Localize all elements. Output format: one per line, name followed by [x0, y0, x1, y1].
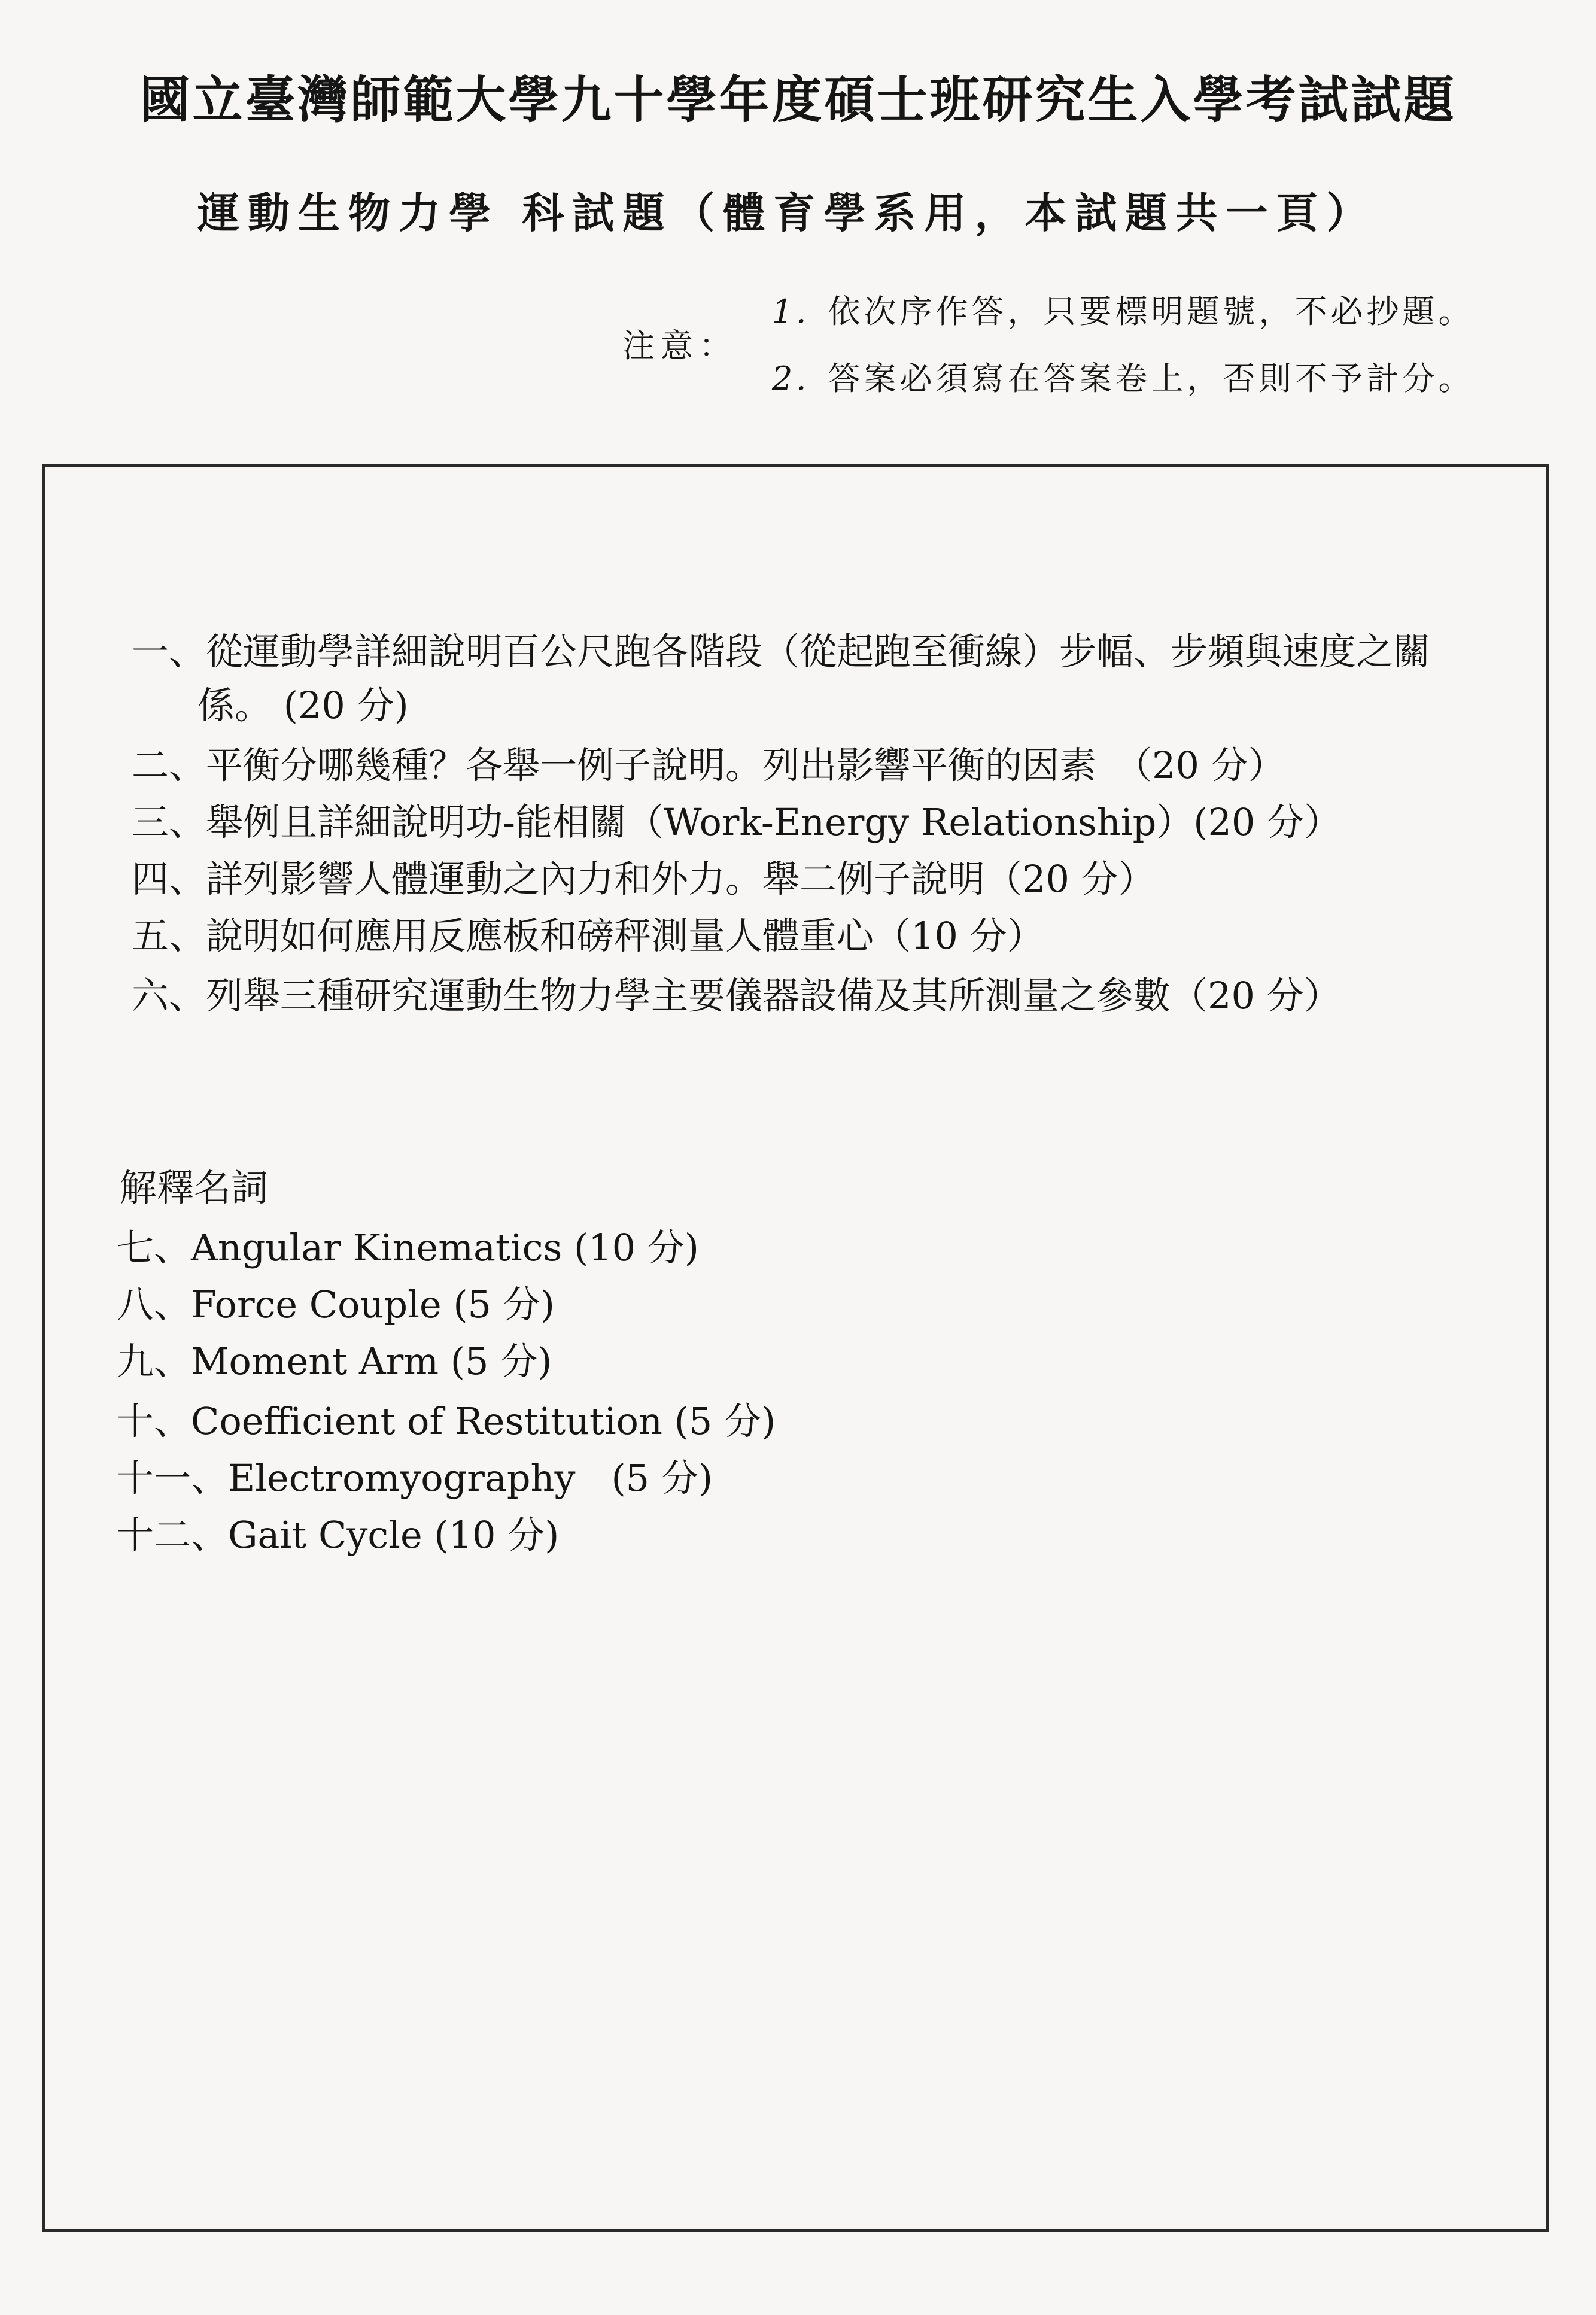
notice-item: [772, 353, 1475, 399]
term-text: Coefficient of Restitution (5 分): [191, 1399, 776, 1443]
subject-line: 運動生物力學 科試題（體育學系用，本試題共一頁）: [197, 188, 1377, 238]
question-3: [132, 799, 1341, 846]
term-label: 十一、: [117, 1456, 229, 1500]
question-5: [132, 913, 1044, 959]
term-item: [117, 1332, 552, 1385]
notice-number: 2.: [772, 360, 810, 397]
question-label: 五、: [132, 914, 206, 958]
question-label: 三、: [132, 800, 206, 844]
question-1-continuation: 係。 (20 分): [197, 683, 409, 727]
question-text: 說明如何應用反應板和磅秤測量人體重心（10 分）: [206, 914, 1044, 958]
term-item: [117, 1392, 776, 1445]
term-label: 八、: [117, 1283, 191, 1326]
terms-heading: 解釋名詞: [120, 1166, 269, 1210]
term-text: Gait Cycle (10 分): [228, 1513, 560, 1557]
notice-item: [772, 286, 1475, 332]
question-label: 一、: [132, 630, 206, 673]
term-text: Electromyography: [228, 1456, 576, 1500]
question-label: 四、: [132, 857, 206, 901]
question-text: 列舉三種研究運動生物力學主要儀器設備及其所測量之參數（20 分）: [206, 974, 1341, 1017]
term-label: 十二、: [117, 1513, 229, 1557]
question-text: 從運動學詳細說明百公尺跑各階段（從起跑至衝線）步幅、步頻與速度之關: [206, 630, 1431, 673]
term-label: 十、: [117, 1399, 191, 1443]
term-item: [117, 1275, 555, 1328]
question-text: 詳列影響人體運動之內力和外力。舉二例子說明（20 分）: [206, 857, 1156, 901]
term-text: Force Couple (5 分): [191, 1283, 555, 1326]
question-text: 平衡分哪幾種？各舉一例子說明。列出影響平衡的因素 （20 分）: [206, 743, 1285, 787]
term-points: (5 分): [611, 1456, 713, 1500]
question-label: 二、: [132, 743, 206, 787]
notice-label: 注意：: [622, 327, 737, 364]
term-item: [117, 1448, 713, 1502]
term-label: 九、: [117, 1339, 191, 1383]
notice-text: 依次序作答，只要標明題號，不必抄題。: [828, 293, 1475, 330]
term-label: 七、: [117, 1226, 191, 1269]
question-6: [132, 973, 1341, 1019]
question-4: [132, 856, 1156, 903]
notice-text: 答案必須寫在答案卷上，否則不予計分。: [828, 360, 1475, 397]
question-label: 六、: [132, 974, 206, 1017]
term-item: [117, 1505, 559, 1558]
notice-number: 1.: [772, 293, 810, 330]
term-text: Moment Arm (5 分): [191, 1339, 552, 1383]
term-text: Angular Kinematics (10 分): [191, 1226, 699, 1269]
question-text: 舉例且詳細說明功-能相關（Work-Energy Relationship）(20 分）: [206, 800, 1342, 844]
exam-title: 國立臺灣師範大學九十學年度碩士班研究生入學考試試題: [139, 70, 1457, 129]
question-2: [132, 742, 1285, 789]
question-1: [132, 628, 1430, 675]
term-item: [117, 1218, 699, 1271]
